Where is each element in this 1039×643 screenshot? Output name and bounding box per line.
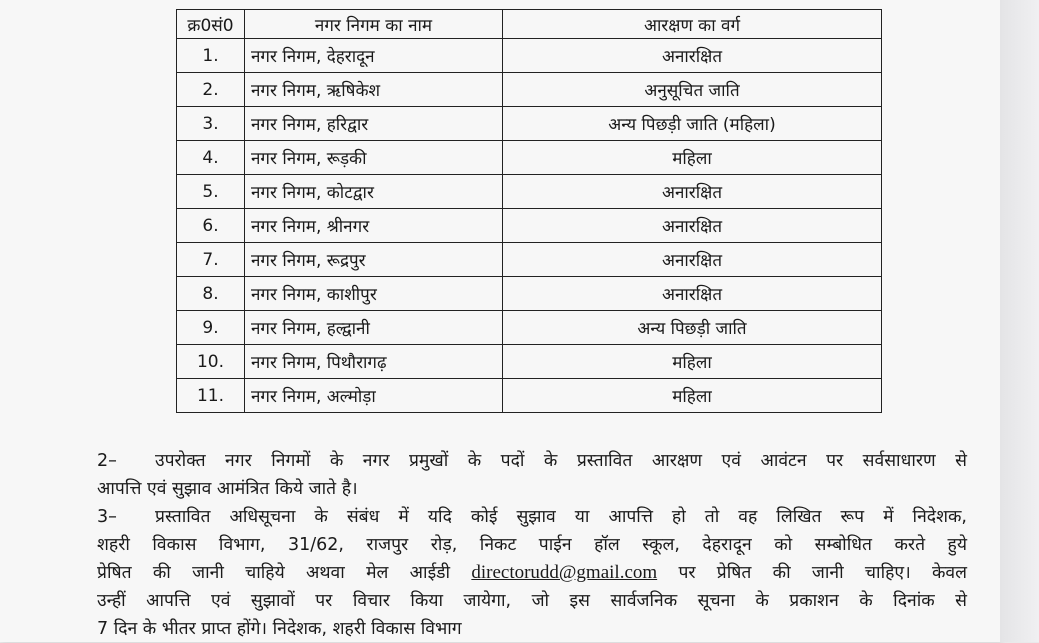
paragraph-2 (97, 447, 967, 503)
cell-reservation-category: अन्य पिछड़ी जाति (503, 311, 882, 345)
cell-corporation-name: नगर निगम, हरिद्वार (245, 107, 503, 141)
cell-serial: 7. (177, 243, 245, 277)
cell-corporation-name: नगर निगम, अल्मोड़ा (245, 379, 503, 413)
paragraph-3-text-3b: पर प्रेषित की जानी चाहिए। केवल (678, 563, 967, 583)
cell-reservation-category: अनारक्षित (503, 209, 882, 243)
table-row (177, 379, 882, 413)
cell-corporation-name: नगर निगम, ऋषिकेश (245, 73, 503, 107)
cell-corporation-name: नगर निगम, काशीपुर (245, 277, 503, 311)
cell-serial: 10. (177, 345, 245, 379)
paragraph-3-line-5: 7 दिन के भीतर प्राप्त होंगे। निदेशक, शहरी विकास विभाग (97, 619, 462, 639)
paragraph-2-number: 2– (97, 451, 117, 471)
table-row (177, 243, 882, 277)
cell-serial: 4. (177, 141, 245, 175)
table-row (177, 39, 882, 73)
cell-reservation-category: महिला (503, 379, 882, 413)
table-row (177, 345, 882, 379)
header-corporation-name: नगर निगम का नाम (245, 10, 503, 39)
cell-reservation-category: महिला (503, 141, 882, 175)
cell-reservation-category: महिला (503, 345, 882, 379)
reservation-table (176, 9, 882, 413)
table-header-row (177, 10, 882, 39)
paragraph-3-text-1: प्रस्तावित अधिसूचना के संबंध में यदि कोई सुझाव या आपत्ति हो तो वह लिखित रूप में निदेशक, (155, 507, 967, 527)
paragraph-2-line-1 (97, 447, 967, 475)
cell-reservation-category: अनारक्षित (503, 39, 882, 73)
cell-reservation-category: अन्य पिछड़ी जाति (महिला) (503, 107, 882, 141)
cell-reservation-category: अनारक्षित (503, 243, 882, 277)
cell-corporation-name: नगर निगम, रूद्रपुर (245, 243, 503, 277)
paragraph-3-line-1 (97, 503, 967, 531)
cell-serial: 8. (177, 277, 245, 311)
paragraph-3-number: 3– (97, 507, 117, 527)
cell-reservation-category: अनारक्षित (503, 277, 882, 311)
cell-serial: 11. (177, 379, 245, 413)
paragraph-2-text-1: उपरोक्त नगर निगमों के नगर प्रमुखों के पदों के प्रस्तावित आरक्षण एवं आवंटन पर सर्वसाधारण से (155, 451, 967, 471)
table-row (177, 73, 882, 107)
cell-serial: 6. (177, 209, 245, 243)
table-row (177, 277, 882, 311)
table-row (177, 107, 882, 141)
background-margin (1000, 0, 1039, 642)
paragraph-3-line-2: शहरी विकास विभाग, 31/62, राजपुर रोड़, निकट पाईन हॉल स्कूल, देहरादून को सम्बोधित करते हुये (97, 535, 967, 555)
paragraph-3-line-3 (97, 559, 967, 587)
cell-serial: 5. (177, 175, 245, 209)
paragraph-3-text-3a: प्रेषित की जानी चाहिये अथवा मेल आईडी (97, 563, 451, 583)
table-row (177, 141, 882, 175)
cell-serial: 1. (177, 39, 245, 73)
email-link[interactable]: directorudd@gmail.com (471, 562, 658, 583)
cell-corporation-name: नगर निगम, कोटद्वार (245, 175, 503, 209)
table-row (177, 311, 882, 345)
table-row (177, 175, 882, 209)
cell-corporation-name: नगर निगम, पिथौरागढ़ (245, 345, 503, 379)
header-reservation-category: आरक्षण का वर्ग (503, 10, 882, 39)
cell-serial: 3. (177, 107, 245, 141)
cell-reservation-category: अनुसूचित जाति (503, 73, 882, 107)
cell-corporation-name: नगर निगम, देहरादून (245, 39, 503, 73)
cell-corporation-name: नगर निगम, रूड़की (245, 141, 503, 175)
header-serial: क्र0सं0 (177, 10, 245, 39)
cell-serial: 2. (177, 73, 245, 107)
cell-corporation-name: नगर निगम, हल्द्वानी (245, 311, 503, 345)
cell-corporation-name: नगर निगम, श्रीनगर (245, 209, 503, 243)
cell-reservation-category: अनारक्षित (503, 175, 882, 209)
table-row (177, 209, 882, 243)
paragraph-3 (97, 503, 967, 643)
cell-serial: 9. (177, 311, 245, 345)
paragraph-3-line-4: उन्हीं आपत्ति एवं सुझावों पर विचार किया जायेगा, जो इस सार्वजनिक सूचना के प्रकाशन के दिनांक से (97, 591, 967, 611)
paragraph-2-line-2: आपत्ति एवं सुझाव आमंत्रित किये जाते है। (97, 479, 358, 499)
